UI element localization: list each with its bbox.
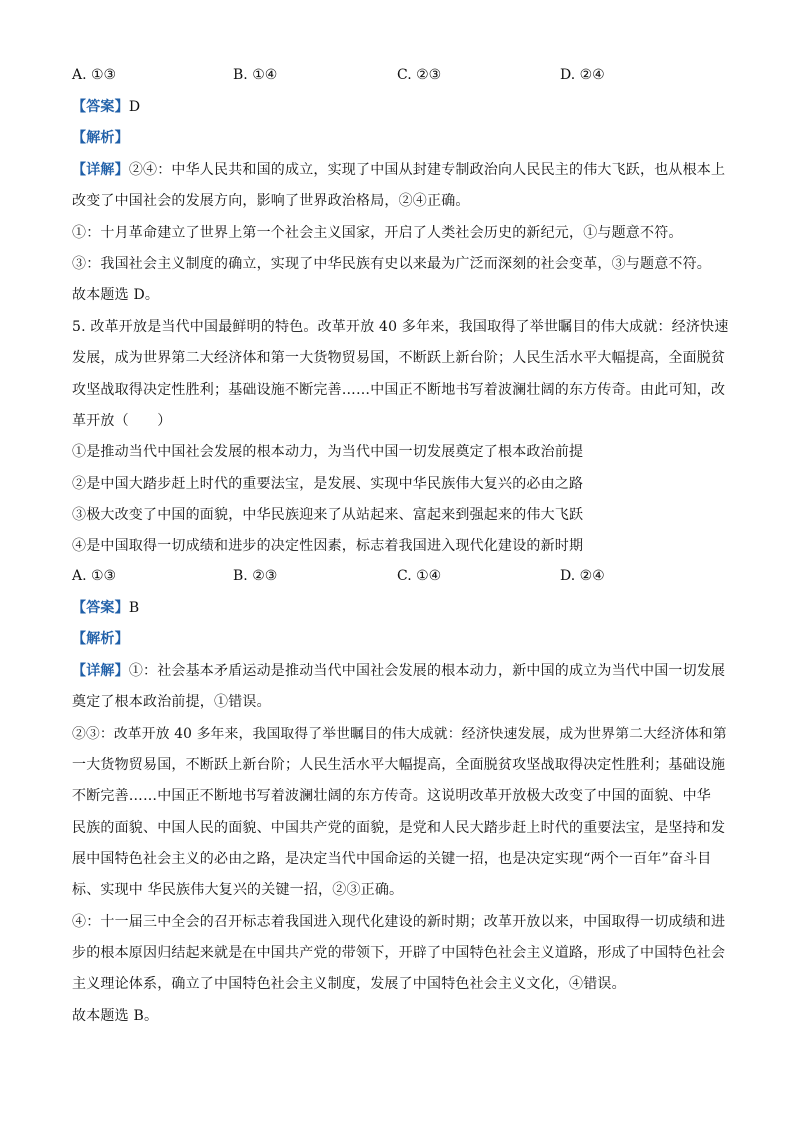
q4-detail-tag: 【详解】 (72, 162, 129, 178)
q5-options (72, 566, 732, 586)
q5-detail-line-9: ④：十一届三中全会的召开标志着我国进入现代化建设的新时期；改革开放以来，中国取得一切成绩和进 (72, 914, 726, 930)
q4-detail-line-2: 改变了中国社会的发展方向，影响了世界政治格局，②④正确。 (72, 193, 470, 209)
q4-detail-line-3: ①：十月革命建立了世界上第一个社会主义国家，开启了人类社会历史的新纪元，①与题意不符。 (72, 225, 683, 241)
q4-answer-tag: 【答案】 (72, 99, 129, 115)
q5-analysis-tag: 【解析】 (72, 631, 129, 647)
q5-detail-line-7: 展中国特色社会主义的必由之路，是决定当代中国命运的关键一招，也是决定实现“两个一百年”奋斗目 (72, 851, 712, 867)
q5-detail-line-10: 步的根本原因归结起来就是在中国共产党的带领下，开辟了中国特色社会主义道路，形成了中国特色社会 (72, 945, 726, 961)
q4-detail-line-4: ③：我国社会主义制度的确立，实现了中华民族有史以来最为广泛而深刻的社会变革，③与题意不符。 (72, 256, 711, 272)
q4-detail-text-1: ②④：中华人民共和国的成立，实现了中国从封建专制政治向人民民主的伟大飞跃，也从根本上 (128, 162, 726, 178)
q5-answer (72, 598, 732, 618)
q4-detail-line-5: 故本题选 D。 (72, 287, 160, 303)
q5-detail-line-11: 主义理论体系，确立了中国特色社会主义制度，发展了中国特色社会主义文化，④错误。 (72, 976, 626, 992)
q5-option-d: D. ②④ (560, 568, 605, 584)
q5-stem-line-4: 革开放（ ） (72, 413, 172, 429)
q5-statement-2: ②是中国大踏步赶上时代的重要法宝，是发展、实现中华民族伟大复兴的必由之路 (72, 476, 584, 492)
q5-option-b: B. ②③ (233, 568, 278, 584)
q5-statement-1: ①是推动当代中国社会发展的根本动力，为当代中国一切发展奠定了根本政治前提 (72, 444, 584, 460)
q5-detail-line-6: 民族的面貌、中国人民的面貌、中国共产党的面貌，是党和人民大踏步赶上时代的重要法宝，是坚持和发 (72, 820, 726, 836)
q5-detail-text-1: ①：社会基本矛盾运动是推动当代中国社会发展的根本动力，新中国的成立为当代中国一切发展 (128, 663, 726, 679)
q5-detail-tag: 【详解】 (72, 663, 129, 679)
q5-statement-3: ③极大改变了中国的面貌，中华民族迎来了从站起来、富起来到强起来的伟大飞跃 (72, 507, 584, 523)
q5-detail-line-12: 故本题选 B。 (72, 1008, 159, 1024)
q5-stem-line-1: 5. 改革开放是当代中国最鲜明的特色。改革开放 40 多年来，我国取得了举世瞩目的伟大成就：经济快速 (72, 319, 729, 335)
q4-answer (72, 97, 732, 117)
q5-analysis-heading (72, 629, 732, 649)
q5-option-a: A. ①③ (72, 568, 117, 584)
q5-detail-line-8: 标、实现中 华民族伟大复兴的关键一招，②③正确。 (72, 882, 404, 898)
q4-detail-line-1 (72, 160, 732, 180)
q5-detail-line-5: 不断完善……中国正不断地书写着波澜壮阔的东方传奇。这说明改革开放极大改变了中国的面貌、中华 (72, 788, 711, 804)
q5-option-c: C. ①④ (397, 568, 442, 584)
q5-stem-line-3: 攻坚战取得决定性胜利；基础设施不断完善……中国正不断地书写着波澜壮阔的东方传奇。由此可知，改 (72, 382, 726, 398)
q4-option-c: C. ②③ (397, 67, 442, 83)
q4-option-d: D. ②④ (560, 67, 605, 83)
q4-answer-value: D (128, 99, 141, 115)
q5-statement-4: ④是中国取得一切成绩和进步的决定性因素，标志着我国进入现代化建设的新时期 (72, 538, 584, 554)
q4-option-b: B. ①④ (233, 67, 278, 83)
q4-analysis-heading (72, 128, 732, 148)
q4-options (72, 65, 732, 85)
q5-detail-line-4: 一大货物贸易国，不断跃上新台阶；人民生活水平大幅提高，全面脱贫攻坚战取得决定性胜利；基础设施 (72, 757, 726, 773)
q5-detail-line-2: 奠定了根本政治前提，①错误。 (72, 694, 271, 710)
q5-detail-line-3: ②③：改革开放 40 多年来，我国取得了举世瞩目的伟大成就：经济快速发展，成为世界第二大经济体和第 (72, 726, 727, 742)
q5-answer-tag: 【答案】 (72, 600, 129, 616)
q4-analysis-tag: 【解析】 (72, 130, 129, 146)
q4-option-a: A. ①③ (72, 67, 117, 83)
q5-answer-value: B (128, 600, 140, 616)
q5-stem-line-2: 发展，成为世界第二大经济体和第一大货物贸易国，不断跃上新台阶；人民生活水平大幅提高，全面脱贫 (72, 350, 726, 366)
q5-detail-line-1 (72, 661, 732, 681)
